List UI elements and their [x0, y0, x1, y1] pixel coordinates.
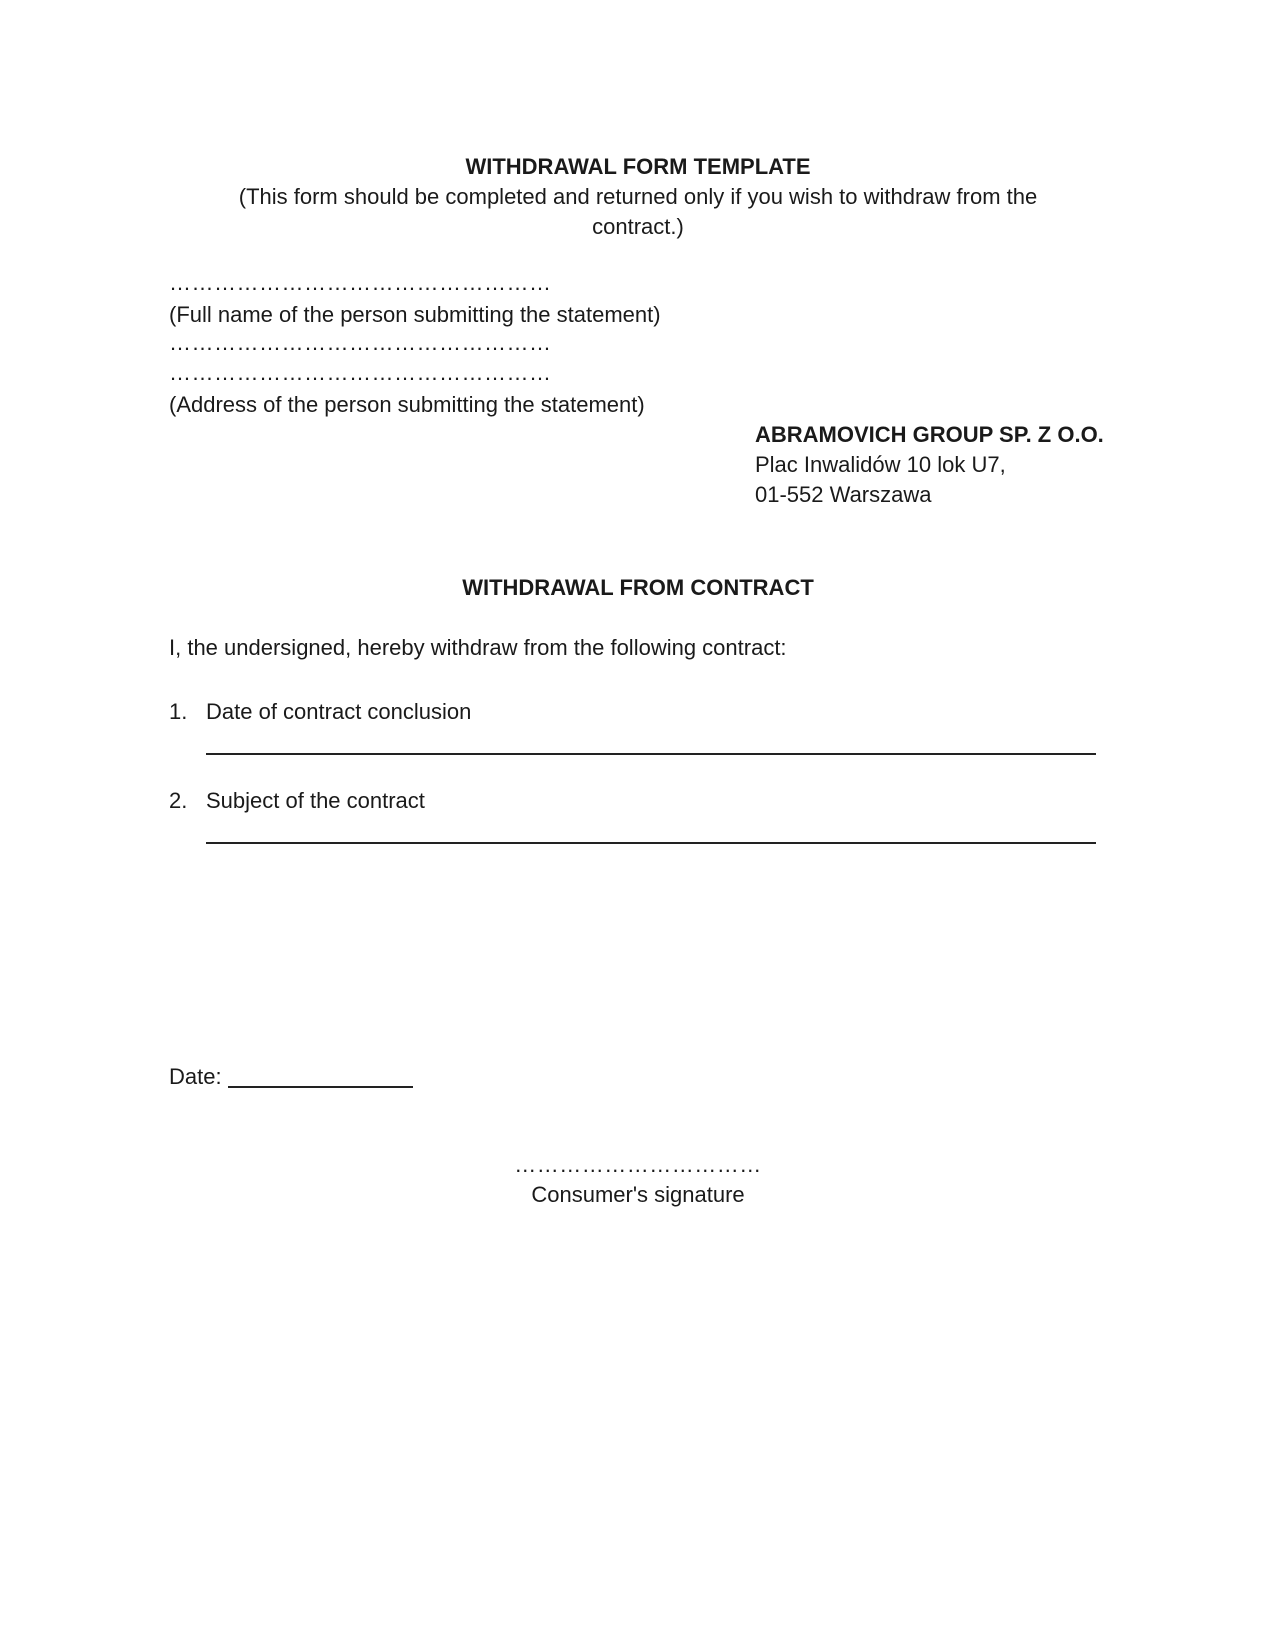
recipient-company: ABRAMOVICH GROUP SP. Z O.O. — [755, 422, 1104, 447]
statement-heading: WITHDRAWAL FROM CONTRACT — [462, 575, 814, 600]
recipient-city: 01-552 Warszawa — [755, 482, 932, 507]
item-2-label: Subject of the contract — [206, 788, 425, 813]
item-2-answer-line[interactable] — [206, 842, 1096, 844]
date-answer-line[interactable] — [228, 1086, 413, 1088]
signature-caption: Consumer's signature — [531, 1182, 745, 1207]
item-1-number: 1. — [169, 699, 188, 724]
signature-dots[interactable]: …………………………… — [514, 1152, 762, 1177]
statement-intro: I, the undersigned, hereby withdraw from the following contract: — [169, 635, 787, 660]
recipient-street: Plac Inwalidów 10 lok U7, — [755, 452, 1006, 477]
sender-name-dots[interactable]: …………………………………………… — [169, 270, 552, 295]
item-1-answer-line[interactable] — [206, 753, 1096, 755]
form-subtitle-line2: contract.) — [592, 214, 684, 239]
sender-name-caption: (Full name of the person submitting the statement) — [169, 302, 661, 327]
sender-address-caption: (Address of the person submitting the statement) — [169, 392, 645, 417]
item-2-number: 2. — [169, 788, 188, 813]
item-1-label: Date of contract conclusion — [206, 699, 472, 724]
date-label: Date: — [169, 1064, 222, 1089]
sender-address-dots-2[interactable]: …………………………………………… — [169, 360, 552, 385]
form-subtitle-line1: (This form should be completed and returned only if you wish to withdraw from the — [238, 184, 1038, 209]
sender-address-dots-1[interactable]: …………………………………………… — [169, 330, 552, 355]
form-title: WITHDRAWAL FORM TEMPLATE — [465, 154, 811, 179]
